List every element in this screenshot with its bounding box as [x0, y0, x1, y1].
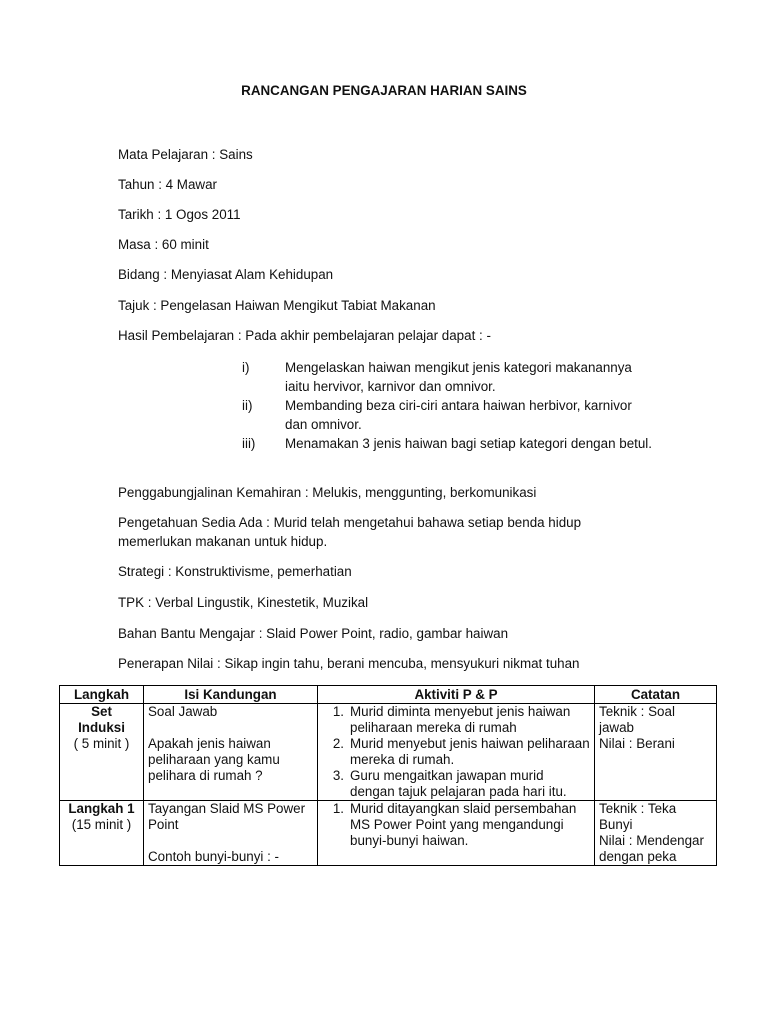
- note-technique: Teknik : Soal jawab: [599, 704, 675, 735]
- activity-cell: [318, 704, 595, 801]
- field-bidang: Bidang : Menyiasat Alam Kehidupan: [118, 267, 334, 282]
- objective-number: iii): [242, 436, 256, 451]
- activity-item: [322, 801, 590, 849]
- field-tahun: Tahun : 4 Mawar: [118, 177, 217, 192]
- objective-number: i): [242, 360, 250, 375]
- objective-item: [242, 434, 662, 453]
- objective-text: Menamakan 3 jenis haiwan bagi setiap kategori dengan betul.: [285, 436, 653, 451]
- paragraph-penerapan-nilai: Penerapan Nilai : Sikap ingin tahu, berani mencuba, mensyukuri nikmat tuhan: [118, 656, 580, 671]
- step-label: Langkah 1: [68, 801, 135, 816]
- paragraph-penggabungjalinan: Penggabungjalinan Kemahiran : Melukis, menggunting, berkomunikasi: [118, 485, 537, 500]
- activity-text: Murid ditayangkan slaid persembahan MS Power Point yang mengandungi bunyi-bunyi haiwan.: [350, 801, 577, 848]
- content-heading: Soal Jawab: [148, 704, 218, 719]
- paragraph-bahan-bantu: Bahan Bantu Mengajar : Slaid Power Point, radio, gambar haiwan: [118, 626, 509, 641]
- field-mata-pelajaran: Mata Pelajaran : Sains: [118, 147, 253, 162]
- paragraph-strategi: Strategi : Konstruktivisme, pemerhatian: [118, 564, 352, 579]
- header-isi-kandungan: Isi Kandungan: [144, 686, 318, 704]
- activity-item: [322, 704, 590, 736]
- activity-number: 1.: [332, 704, 344, 719]
- activity-number: 3.: [332, 768, 344, 783]
- note-cell: [595, 801, 717, 866]
- content-detail: Contoh bunyi-bunyi : -: [148, 849, 280, 864]
- activity-item: [322, 768, 590, 800]
- note-value: Nilai : Mendengar dengan peka: [599, 833, 704, 864]
- step-cell: [60, 704, 144, 801]
- step-duration: ( 5 minit ): [73, 736, 130, 751]
- header-catatan: Catatan: [595, 686, 717, 704]
- objective-number: ii): [242, 398, 253, 413]
- step-duration: (15 minit ): [71, 817, 132, 832]
- step-cell: [60, 801, 144, 866]
- objective-text: Mengelaskan haiwan mengikut jenis kategori makanannya iaitu hervivor, karnivor dan omnivor.: [285, 360, 632, 394]
- objective-item: [242, 358, 662, 396]
- note-value: Nilai : Berani: [599, 736, 675, 751]
- activity-list: [322, 704, 590, 800]
- step-label: Induksi: [78, 720, 125, 735]
- content-detail: Apakah jenis haiwan peliharaan yang kamu pelihara di rumah ?: [148, 736, 280, 783]
- activity-text: Murid menyebut jenis haiwan peliharaan mereka di rumah.: [350, 736, 590, 767]
- note-cell: [595, 704, 717, 801]
- activity-number: 2.: [332, 736, 344, 751]
- table-row: [60, 801, 717, 866]
- step-label: Set: [91, 704, 112, 719]
- activity-item: [322, 736, 590, 768]
- paragraph-tpk: TPK : Verbal Lingustik, Kinestetik, Muzikal: [118, 595, 369, 610]
- note-technique: Teknik : Teka Bunyi: [599, 801, 677, 832]
- table-header-row: [60, 686, 717, 704]
- header-aktiviti: Aktiviti P & P: [318, 686, 595, 704]
- field-tarikh: Tarikh : 1 Ogos 2011: [118, 207, 241, 222]
- field-tajuk: Tajuk : Pengelasan Haiwan Mengikut Tabiat Makanan: [118, 298, 436, 313]
- field-masa: Masa : 60 minit: [118, 237, 209, 252]
- paragraph-pengetahuan-sedia-ada: Pengetahuan Sedia Ada : Murid telah mengetahui bahawa setiap benda hidup memerlukan makanan untuk hidup.: [118, 515, 582, 549]
- activity-list: [322, 801, 590, 849]
- lesson-plan-table: [59, 685, 717, 866]
- activity-text: Murid diminta menyebut jenis haiwan peliharaan mereka di rumah: [350, 704, 571, 735]
- activity-number: 1.: [332, 801, 344, 816]
- activity-text: Guru mengaitkan jawapan murid dengan tajuk pelajaran pada hari itu.: [350, 768, 567, 799]
- table-row: [60, 704, 717, 801]
- header-langkah: Langkah: [60, 686, 144, 704]
- content-cell: [144, 704, 318, 801]
- objective-item: [242, 396, 662, 434]
- activity-cell: [318, 801, 595, 866]
- document-title: RANCANGAN PENGAJARAN HARIAN SAINS: [241, 83, 527, 98]
- objective-text: Membanding beza ciri-ciri antara haiwan herbivor, karnivor dan omnivor.: [285, 398, 632, 432]
- content-heading: Tayangan Slaid MS Power Point: [148, 801, 306, 832]
- field-hasil-pembelajaran: Hasil Pembelajaran : Pada akhir pembelajaran pelajar dapat : -: [118, 328, 491, 343]
- objectives-list: [242, 358, 662, 453]
- content-cell: [144, 801, 318, 866]
